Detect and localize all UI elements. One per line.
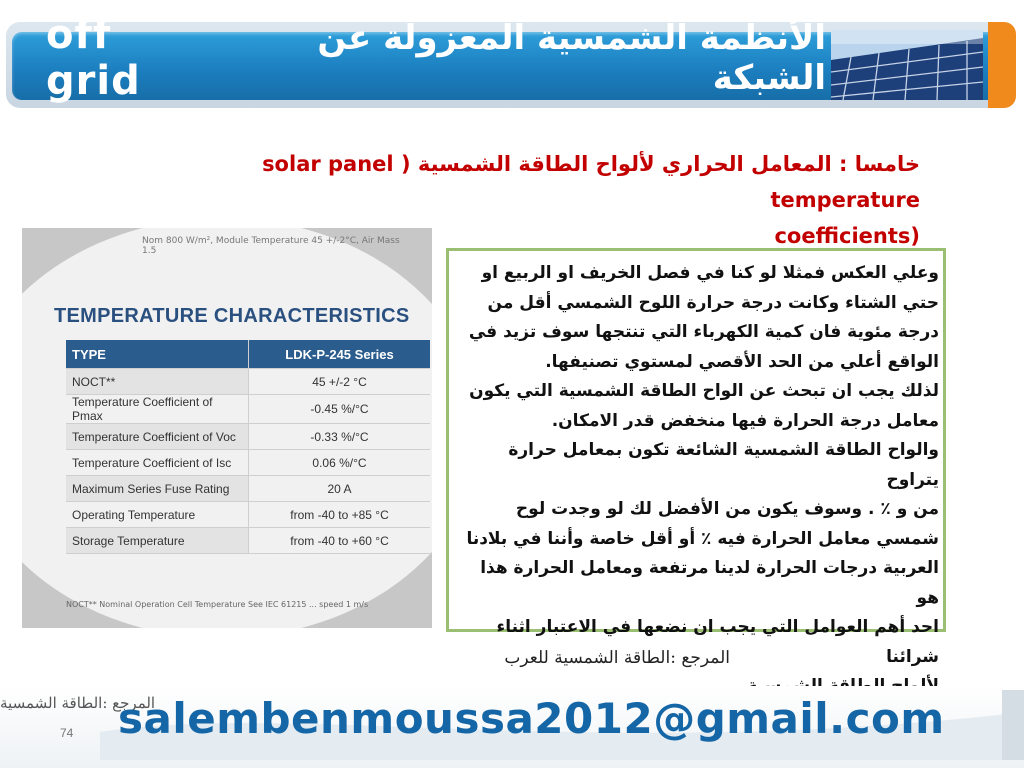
table-row (66, 476, 430, 502)
table-header-value: LDK-P-245 Series (249, 340, 431, 369)
row-label: Maximum Series Fuse Rating (66, 476, 249, 502)
text-line: لذلك يجب ان تبحث عن الواح الطاقة الشمسية التي يكون (469, 381, 939, 401)
slide-title (46, 12, 826, 104)
row-label: Operating Temperature (66, 502, 249, 528)
text-line: حتي الشتاء وكانت درجة حرارة اللوح الشمسي أقل من (487, 292, 939, 313)
row-value: from -40 to +60 °C (249, 528, 431, 554)
row-value: 20 A (249, 476, 431, 502)
table-header-label: TYPE (66, 340, 249, 369)
text-line: درجة مئوية فان كمية الكهرباء التي تنتجها سوف تزيد في (468, 322, 939, 342)
text-line: شمسي معامل الحرارة فيه ٪ أو أقل خاصة وأننا في بلادنا (466, 528, 939, 549)
footer-side-tab (1002, 690, 1024, 760)
heading-english: solar panel temperature (262, 152, 920, 212)
table-row (66, 369, 430, 395)
title-english: off grid (46, 12, 141, 104)
table-row (66, 450, 430, 476)
temperature-table (66, 340, 430, 554)
datasheet-heading: TEMPERATURE CHARACTERISTICS (54, 305, 410, 327)
text-line: احد أهم العوامل التي يجب ان نضعها في الاعتبار اثناء شرائنا (496, 617, 939, 667)
table-row (66, 502, 430, 528)
heading-english-2: coefficients) (774, 224, 920, 248)
row-label: Temperature Coefficient of Voc (66, 424, 249, 450)
heading-line-1 (150, 146, 920, 218)
text-line: الواقع أعلي من الحد الأقصي لمستوي تصنيفها. (545, 351, 939, 372)
orange-side-tab (988, 22, 1016, 108)
text-line: العربية درجات الحرارة لدينا مرتفعة ومعامل الحرارة هذا هو (480, 558, 939, 608)
text-line: وعلي العكس فمثلا لو كنا في فصل الخريف او الربيع او (481, 263, 939, 283)
explanation-text (459, 259, 939, 702)
row-label: Temperature Coefficient of Pmax (66, 395, 249, 424)
row-value: from -40 to +85 °C (249, 502, 431, 528)
table-header-row (66, 340, 430, 369)
footer-reference: المرجع :الطاقة الشمسية (0, 694, 156, 712)
datasheet-image (22, 228, 432, 628)
header-banner (6, 12, 1024, 110)
row-label: NOCT** (66, 369, 249, 395)
table-row (66, 528, 430, 554)
datasheet-footnote: NOCT** Nominal Operation Cell Temperature See IEC 61215 ... speed 1 m/s (66, 600, 369, 609)
table-row (66, 424, 430, 450)
table-row (66, 395, 430, 424)
row-value: 45 +/-2 °C (249, 369, 431, 395)
row-label: Temperature Coefficient of Isc (66, 450, 249, 476)
row-label: Storage Temperature (66, 528, 249, 554)
title-arabic: الأنظمة الشمسية المعزولة عن الشبكة (317, 18, 826, 98)
datasheet-top-note: Nom 800 W/m², Module Temperature 45 +/-2°C, Air Mass 1.5 (142, 236, 400, 256)
source-reference: المرجع :الطاقة الشمسية للعرب (504, 648, 730, 668)
page-number: 74 (60, 726, 74, 740)
row-value: -0.45 %/°C (249, 395, 431, 424)
heading-arabic: خامسا : المعامل الحراري لألواح الطاقة الشمسية ( (400, 152, 920, 176)
text-line: معامل درجة الحرارة فيها منخفض قدر الامكان. (551, 410, 939, 431)
author-email: salembenmoussa2012@gmail.com (118, 694, 945, 743)
row-value: 0.06 %/°C (249, 450, 431, 476)
row-value: -0.33 %/°C (249, 424, 431, 450)
text-line: والواح الطاقة الشمسية الشائعة تكون بمعامل حرارة يتراوح (508, 440, 939, 490)
solar-panel-photo (831, 30, 983, 100)
text-line: من و ٪ . وسوف يكون من الأفضل لك لو وجدت لوح (515, 499, 939, 519)
